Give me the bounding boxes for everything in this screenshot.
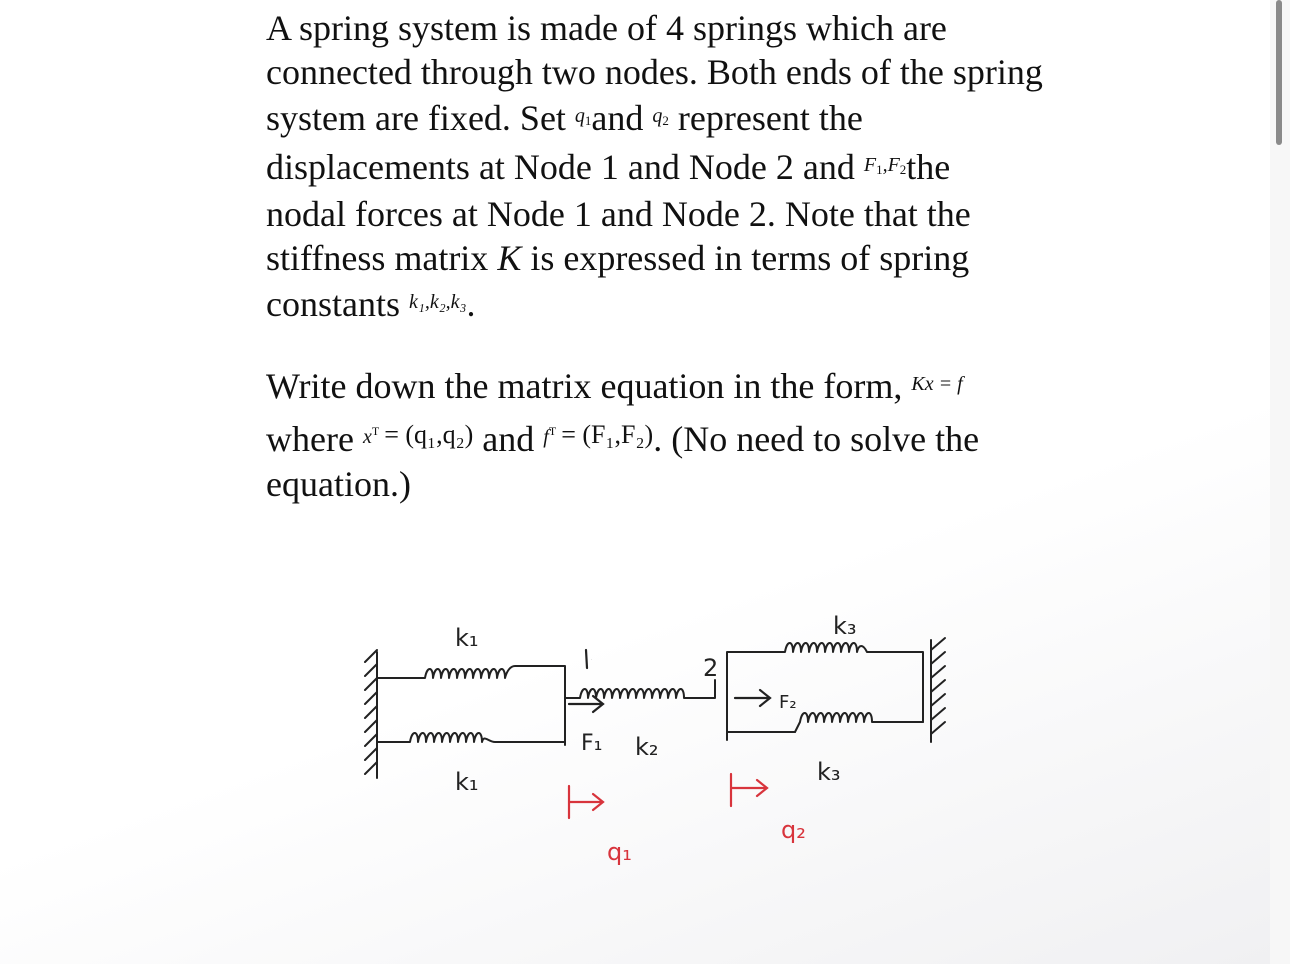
label-k3-bottom: k₃ — [817, 758, 841, 786]
question-line-1: Write down the matrix equation in the form, $^{Kx = f}$ — [266, 366, 963, 406]
problem-statement — [266, 6, 1146, 326]
node1-tick — [586, 650, 587, 668]
problem-line-1: A spring system is made of 4 springs which are — [266, 8, 947, 48]
F2-arrow — [735, 690, 770, 706]
label-F2: F₂ — [779, 692, 797, 713]
question-statement — [266, 362, 1146, 507]
question-line-2: where $^{x^T = (q_1,q_2)}$ and $^{f^T = (F_1,F_2)}$. (No need to solve the — [266, 419, 980, 459]
scrollbar-track[interactable] — [1270, 0, 1290, 964]
label-node-2: 2 — [703, 654, 719, 682]
forces-symbol: F1,F2 — [863, 154, 907, 177]
problem-line-5: nodal forces at Node 1 and Node 2. Note that the — [266, 194, 971, 234]
label-k1-bottom: k₁ — [455, 768, 479, 796]
label-q1: q₁ — [607, 838, 632, 866]
spring-k3-bottom — [795, 713, 923, 732]
label-node-1: 1 — [591, 660, 592, 661]
label-q2: q₂ — [781, 816, 806, 844]
q2-symbol: q2 — [652, 105, 669, 128]
K-symbol: K — [497, 238, 522, 278]
label-k3-top: k₃ — [833, 612, 857, 640]
spring-k1-bottom — [377, 733, 565, 742]
right-wall-hatch — [931, 638, 945, 734]
q1-symbol: q1 — [574, 105, 592, 128]
problem-line-4: displacements at Node 1 and Node 2 and $^{F1,F2}$the — [266, 147, 951, 187]
question-line-3: equation.) — [266, 464, 411, 504]
q2-arrow — [731, 774, 767, 806]
label-k2: k₂ — [635, 733, 659, 761]
q1-arrow — [569, 786, 603, 818]
spring-system-diagram — [355, 580, 965, 880]
spring-constants-symbol: k₁,k₂,k₃ — [408, 291, 467, 313]
problem-line-2: connected through two nodes. Both ends of the spring — [266, 52, 1043, 92]
problem-line-3: system are fixed. Set $^{q1}$and $^{q2}$ represent the — [266, 98, 863, 138]
spring-k2 — [565, 680, 715, 698]
xT-symbol: xT = (q₁,q₂) — [362, 420, 474, 449]
label-k1-top: k₁ — [455, 624, 479, 652]
label-F1: F₁ — [581, 731, 603, 756]
fT-symbol: fT = (F₁,F₂) — [543, 420, 654, 449]
problem-line-7: constants $^{k_1,k_2,k_3}$. — [266, 284, 476, 324]
left-wall-hatch — [365, 650, 377, 774]
equation-symbol: Kx = f — [911, 373, 963, 395]
scrollbar-thumb[interactable] — [1276, 0, 1282, 145]
problem-line-6: stiffness matrix K is expressed in terms of spring — [266, 238, 970, 278]
